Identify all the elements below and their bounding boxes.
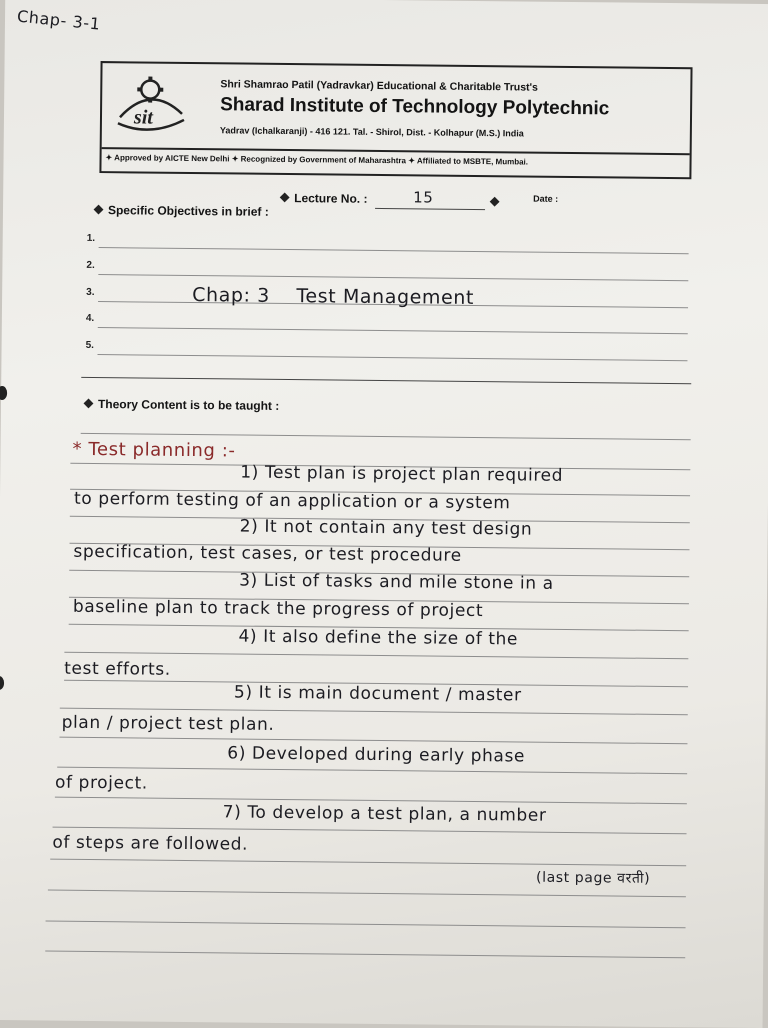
bullet-diamond-icon [490,197,500,207]
objective-number: 4. [85,312,95,324]
objective-rule [99,247,689,254]
note-line: 6) Developed during early phase [227,743,526,767]
lecture-number: 15 [413,188,434,207]
objective-rule [98,327,688,334]
theory-label: Theory Content is to be taught : [85,397,279,413]
objectives-label: Specific Objectives in brief : [95,203,269,219]
approval-star-icon: ✦ [105,153,113,163]
bullet-diamond-icon [84,398,94,408]
approval-aicte: Approved by AICTE New Delhi [114,153,230,164]
trust-name: Shri Shamrao Patil (Yadravkar) Educational & Charitable Trust's [220,78,538,94]
objective-number: 5. [85,339,95,351]
note-line: 7) To develop a test plan, a number [222,802,547,826]
approval-star-icon: ✦ [408,156,417,166]
note-line: of steps are followed. [52,832,249,855]
notes-rule [48,890,686,898]
note-line: 4) It also define the size of the [238,626,519,650]
approval-government: Recognized by Government of Maharashtra [240,154,407,166]
notes-rule [59,737,687,745]
approvals-line [106,153,529,166]
note-line: (last page वरती) [535,869,651,887]
notes-rule [46,921,686,929]
notes-rule [57,767,687,775]
objective-handwritten: Chap: 3 Test Management [192,284,475,309]
punch-hole-top [0,386,7,400]
institute-header [99,61,692,179]
punch-hole-bottom [0,676,4,690]
objective-number: 1. [86,232,96,245]
objective-rule [98,274,688,281]
corner-note: Chap- 3-1 [16,6,102,34]
objective-number: 3. [86,286,95,298]
note-line: plan / project test plan. [61,712,275,735]
date-label: Date : [533,193,559,204]
objective-rule [98,354,688,361]
lecture-label: Lecture No. : [281,191,367,206]
institute-logo-icon [110,73,191,136]
notes-rule [64,652,688,660]
note-line: specification, test cases, or test procedure [73,541,462,566]
notes-rule [45,951,685,959]
note-line: baseline plan to track the progress of project [72,596,484,622]
lecture-line [375,208,485,210]
institute-address: Yadrav (Ichalkaranji) - 416 121. Tal. - Shirol, Dist. - Kolhapur (M.S.) India [219,125,524,139]
note-line: 1) Test plan is project plan required [240,462,564,486]
objective-rule [81,377,691,384]
note-line: to perform testing of an application or a system [73,488,511,514]
notes-heading: * Test planning :- [72,438,236,462]
note-line: of project. [54,772,148,794]
objective-number: 2. [86,259,95,272]
logo-text: sit [133,106,154,129]
bullet-diamond-icon [94,205,104,215]
notes-rule [50,859,686,867]
bullet-diamond-icon [280,193,290,203]
note-line: 2) It not contain any test design [239,516,533,540]
institute-name: Sharad Institute of Technology Polytechnic [220,94,610,120]
note-line: 3) List of tasks and mile stone in a [239,570,554,594]
note-line: test efforts. [64,658,171,680]
note-line: 5) It is main document / master [233,682,522,706]
approval-msbte: Affiliated to MSBTE, Mumbai. [416,156,529,167]
approval-star-icon: ✦ [231,154,241,164]
